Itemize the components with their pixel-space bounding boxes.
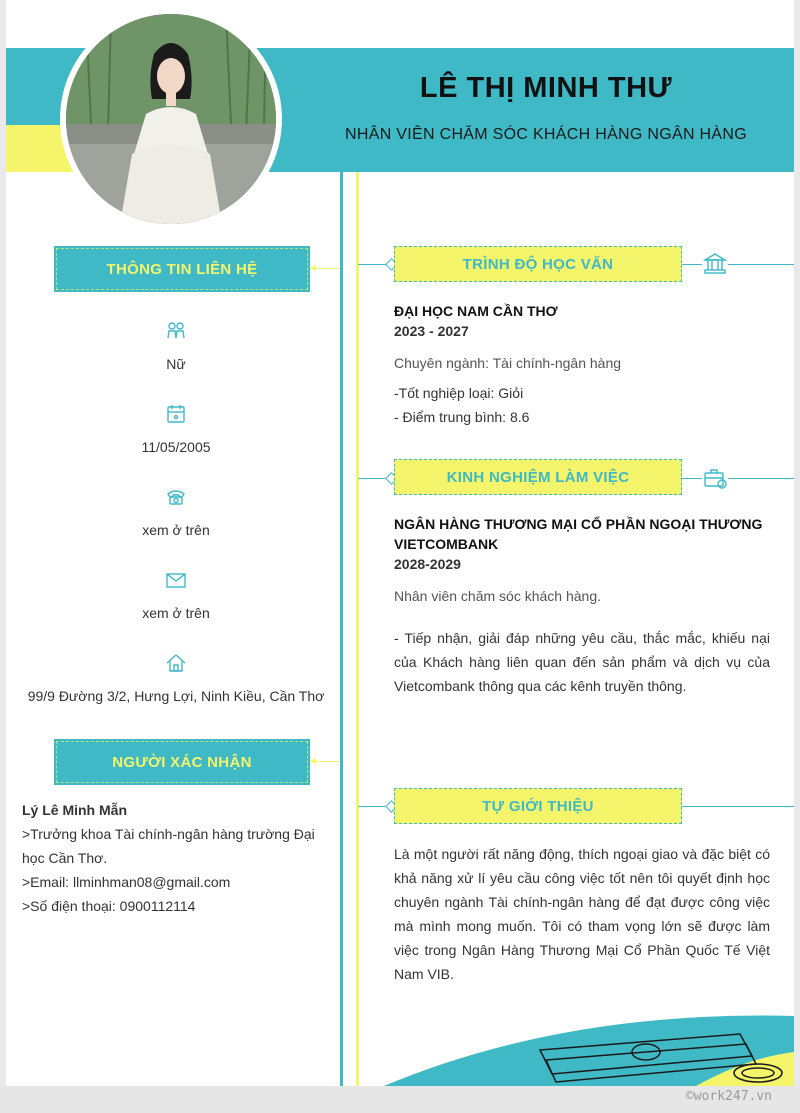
education-years: 2023 - 2027 [394,323,469,339]
contact-heading: THÔNG TIN LIÊN HỆ [56,248,308,290]
experience-years: 2028-2029 [394,556,461,572]
education-major: Chuyên ngành: Tài chính-ngân hàng [394,355,622,371]
cv-page [6,0,794,1086]
experience-company: NGÂN HÀNG THƯƠNG MẠI CỔ PHẦN NGOẠI THƯƠNG VIETCOMBANK [394,516,763,552]
experience-role: Nhân viên chăm sóc khách hàng. [394,588,602,604]
candidate-name: LÊ THỊ MINH THƯ [419,72,673,104]
education-grade: -Tốt nghiệp loại: Giỏi [394,385,524,401]
email-text: xem ở trên [142,605,210,621]
reference-email: >Email: llminhman08@gmail.com [22,874,231,890]
reference-phone: >Số điện thoại: 0900112114 [22,898,196,914]
education-heading: TRÌNH ĐỘ HỌC VẤN [394,246,682,282]
bottom-decoration [6,0,794,1086]
birthday-text: 11/05/2005 [141,439,211,455]
reference-name: Lý Lê Minh Mẫn [22,802,127,818]
job-title: NHÂN VIÊN CHĂM SÓC KHÁCH HÀNG NGÂN HÀNG [345,126,747,143]
about-heading: TỰ GIỚI THIỆU [394,788,682,824]
phone-text: xem ở trên [142,522,210,538]
footer-bar [0,1086,800,1113]
reference-position: >Trưởng khoa Tài chính-ngân hàng trường Đại học Cần Thơ. [22,826,315,866]
experience-description: - Tiếp nhận, giải đáp những yêu cầu, thắc mắc, khiếu nại của Khách hàng liên quan đến sản phẩm và dịch vụ của Vietcombank thông qua các kênh truyền thông. [394,630,770,694]
education-school: ĐẠI HỌC NAM CẦN THƠ [394,303,558,319]
about-text: Là một người rất năng động, thích ngoại giao và đặc biệt có khả năng xử lí yêu cầu công việc tốt nên tôi quyết định học chuyên ngành Tài chính-ngân hàng để đạt được công việc mà mình mong muốn. Tôi có tham vọng lớn sẽ được làm việc trong Ngân Hàng Thương Mại Cổ Phần Quốc Tế Việt Nam VIB. [394,846,770,982]
address-text: 99/9 Đường 3/2, Hưng Lợi, Ninh Kiều, Cần Thơ [27,688,325,704]
experience-heading: KINH NGHIỆM LÀM VIỆC [394,459,682,495]
education-gpa: - Điểm trung bình: 8.6 [394,409,530,425]
reference-heading: NGƯỜI XÁC NHẬN [56,741,308,783]
gender-text: Nữ [166,356,186,372]
watermark: ©work247.vn [685,1089,772,1104]
